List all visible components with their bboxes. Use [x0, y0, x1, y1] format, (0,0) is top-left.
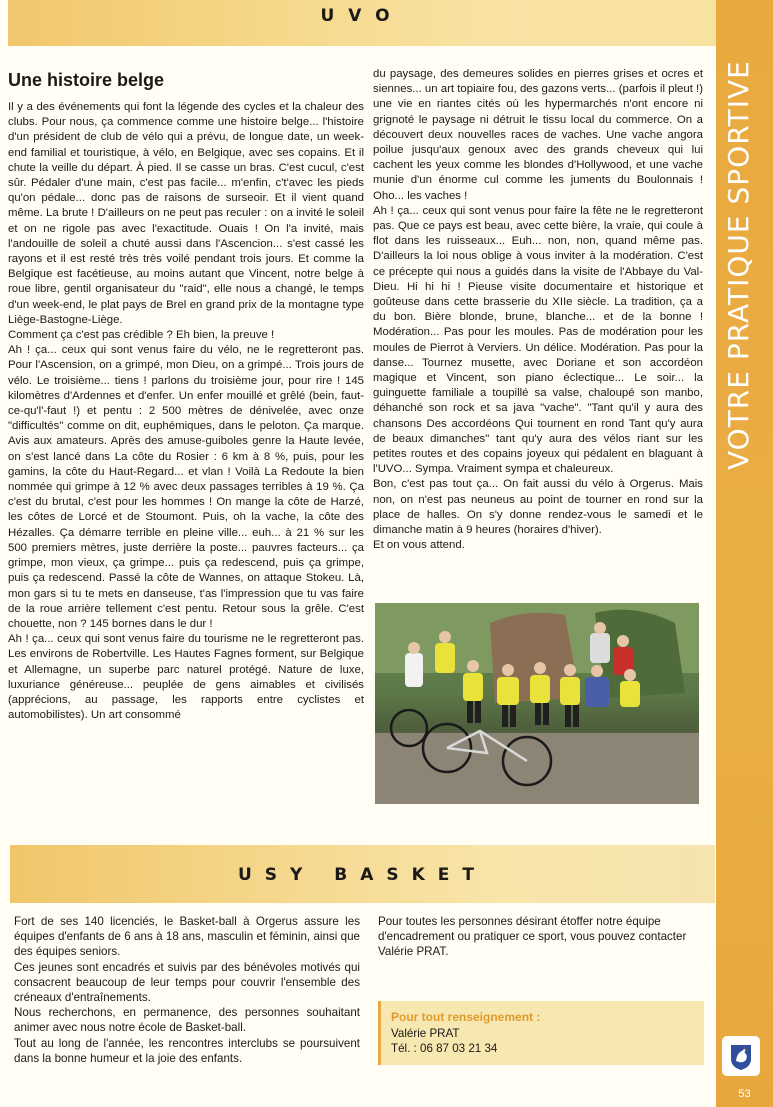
basket-header-band: [10, 845, 715, 903]
paragraph: Et on vous attend.: [373, 539, 465, 552]
contact-phone: Tél. : 06 87 03 21 34: [391, 1042, 498, 1055]
paragraph: Ah ! ça... ceux qui sont venus faire du tourisme ne le regretteront pas. Les environs de Robertville. Les Hautes Fagnes forment, sur Belgique et Allemagne, un superbe parc naturel protégé. Nature de luxe, luxuriance généreuse... peuplée de gens aimables et civilisés (apprécions, au passage, les rapports entre cyclistes et automobilistes). Un art consommé: [8, 633, 364, 722]
paragraph: Comment ça c'est pas crédible ? Eh bien, la preuve !: [8, 329, 275, 342]
paragraph: Ah ! ça... ceux qui sont venus faire du vélo, ne le regretteront pas. Pour l'Ascension, on a grimpé, mon Dieu, on a grimpé... Trois jours de vélo. Le troisième... tiens ! parlons du troisième jour, pour rire ! 145 kilomètres d'Ardennes et d'enfer. Un enfer mouillé et grêlé (bein, faut-ce-qu'l'-faut !) et pentu : 2 500 mètres de dénivelée, avec onze "difficultés" comme on dit, euphémiques, dans le peloton. Ça marque. Avis aux amateurs. Après des amuse-guiboles genre la Haute levée, on s'est lancé dans La côte du Rosier : 6 km à 8 %, puis, pour les gamins, la côte du Haut-Regard... et vlan ! Voilà La Redoute la bien nommée qui grimpe à 12 % avec deux passages terribles à 19 %. Ça c'est du brutal, c'est pour les hommes ! On mange la côte de Harzé, les côtes de Lorcé et de Stoumont. Puis, oh la vache, la côte des Hézalles. Ça démarre terrible en pleine ville... euh... à 21 % sur les 500 premiers mètres, juste derrière la poste... pauvres facteurs... ça grimpe, mon vieux, ça grimpe... puis ça redescend, puis ça grimpe, puis ça redescend. Passé la côte de Wannes, on attaque Stokeu. Là, mon gars si tu te mets en danseuse, t'as l'impression que tu vas faire de la roue arrière tellement c'est pentu. Retour sous la grêle. C'est chouette, non ? 145 bornes dans le dur !: [8, 344, 364, 630]
uvo-section-title: UVO: [320, 6, 404, 26]
paragraph: Ces jeunes sont encadrés et suivis par des bénévoles motivés qui consacrent beaucoup de leur temps pour couvrir l'ensemble des créneaux d'entraînements.: [14, 960, 360, 1005]
paragraph: Pour toutes les personnes désirant étoffer notre équipe d'encadrement ou pratiquer ce sport, vous pouvez contacter Valérie PRAT.: [378, 915, 687, 959]
group-cyclists-photo: [375, 603, 699, 804]
basket-left-column: [14, 914, 360, 1066]
paragraph: Ah ! ça... ceux qui sont venus pour faire la fête ne le regretteront pas. Que ce pays est beau, avec cette bière, la vraie, qui coule à flot dans les ruisseaux... Euh... non, non, quand même pas. D'ailleurs la loi nous oblige à vous inviter à la modération. C'est ce précepte qui nous a guidés dans la visite de l'Abbaye du Val-Dieu. Hi hi hi ! Pieuse visite documentaire et historique et goûteuse dans cette brasserie du XIIe siècle. La tradition, ça a du bon. Bière blonde, brune, blanche... et de la bonne ! Modération... Pas pour les moules. Pas de modération pour les moules de Pierrot à Verviers. Un délice. Modération. Pas pour la danse... Tournez musette, avec Doriane et son accordéon magique et Vincent, son piano éclectique... Le soir... la guinguette familiale a toupillé sa valse, chaloupé son manbo, déhanché son rock et sa java "vache". "Tant qu'il y aura des chansons Des accordéons Qui tournent en rond Tant qu'y aura de beaux dimanches" tant qu'y aura des vélos riant sur les petites routes et des copains joyeux qui pédalent en blaguant à l'UVO... Sympa. Vraiment sympa et chaleureux.: [373, 204, 703, 476]
page-number: 53: [738, 1088, 751, 1100]
article-title: Une histoire belge: [8, 70, 165, 90]
paragraph: Bon, c'est pas tout ça... On fait aussi du vélo à Orgerus. Mais non, on n'est pas neuneus au point de tourner en rond sur la place de halles. On s'y donne rendez-vous le samedi et le dimanche matin à 9 heures (horaires d'hiver).: [373, 478, 703, 537]
paragraph: du paysage, des demeures solides en pierres grises et ocres et siennes... un art topiaire fou, des gazons verts... (parfois il pleut !) une vie en riantes cités où les hypermarchés n'ont encore ni grignoté le paysage ni détruit le tissu local du commerce. On a découvert deux nouvelles races de vaches. Une vache angora poilue jusqu'aux genoux avec des grands cheveux qui lui cachent les yeux comme les blondes d'Hollywood, et une vache munie d'un énorme cul comme les juments du Boulonnais ! Oho... les vaches !: [373, 68, 703, 202]
contact-title: Pour tout renseignement :: [391, 1010, 541, 1024]
article-left-column: [8, 100, 364, 723]
vertical-section-title: VOTRE PRATIQUE SPORTIVE: [722, 60, 755, 470]
article-right-column: [373, 67, 703, 554]
paragraph: Tout au long de l'année, les rencontres interclubs se poursuivent dans la bonne humeur et la joie des enfants.: [14, 1036, 360, 1065]
side-bar: [716, 0, 773, 1107]
paragraph: Nous recherchons, en permanence, des personnes souhaitant animer avec nous notre école de Basket-ball.: [14, 1006, 360, 1035]
basket-right-column: [378, 914, 704, 960]
basket-section-title: USY BASKET: [237, 865, 488, 885]
rooster-logo-icon: [722, 1036, 760, 1076]
contact-box: [378, 1001, 704, 1065]
uvo-header-band: [8, 0, 716, 46]
contact-name: Valérie PRAT: [391, 1027, 460, 1040]
paragraph: Fort de ses 140 licenciés, le Basket-ball à Orgerus assure les équipes d'enfants de 6 ans à 18 ans, masculin et féminin, ainsi que des équipes seniors.: [14, 915, 360, 959]
paragraph: Il y a des événements qui font la légende des cycles et la chaleur des clubs. Pour nous, ça commence comme une histoire belge... l'histoire d'un président de club de vélo qui a prévu, de longue date, un week-end familial et touristique, à vélo, en Belgique, avec ses copains. Et il chute la veille du départ. À pied. Il se casse un bras. C'est cucul, c'est sûr. Pédaler d'une main, c'est pas facile... m'enfin, c't'avec les pieds qu'on pédale... donc pas de raisons de surseoir. Et il vient quand même. La brute ! D'ailleurs on ne peut pas reculer : on a invité le soleil et on ne rigole pas avec l'exactitude. Ouais ! On l'a invité, mais l'andouille de soleil a chuté aussi dans l'Ascencion... s'est cassé les rayons et il est resté très très voilé pendant trois jours. Et comme la Belgique est facétieuse, au moins autant que Vincent, notre belge à roue libre, gentil organisateur du "raid", elle nous a changé, le temps d'un week-end, le plat pays de Brel en grand prix de la montagne type Liège-Bastogne-Liège.: [8, 101, 364, 326]
